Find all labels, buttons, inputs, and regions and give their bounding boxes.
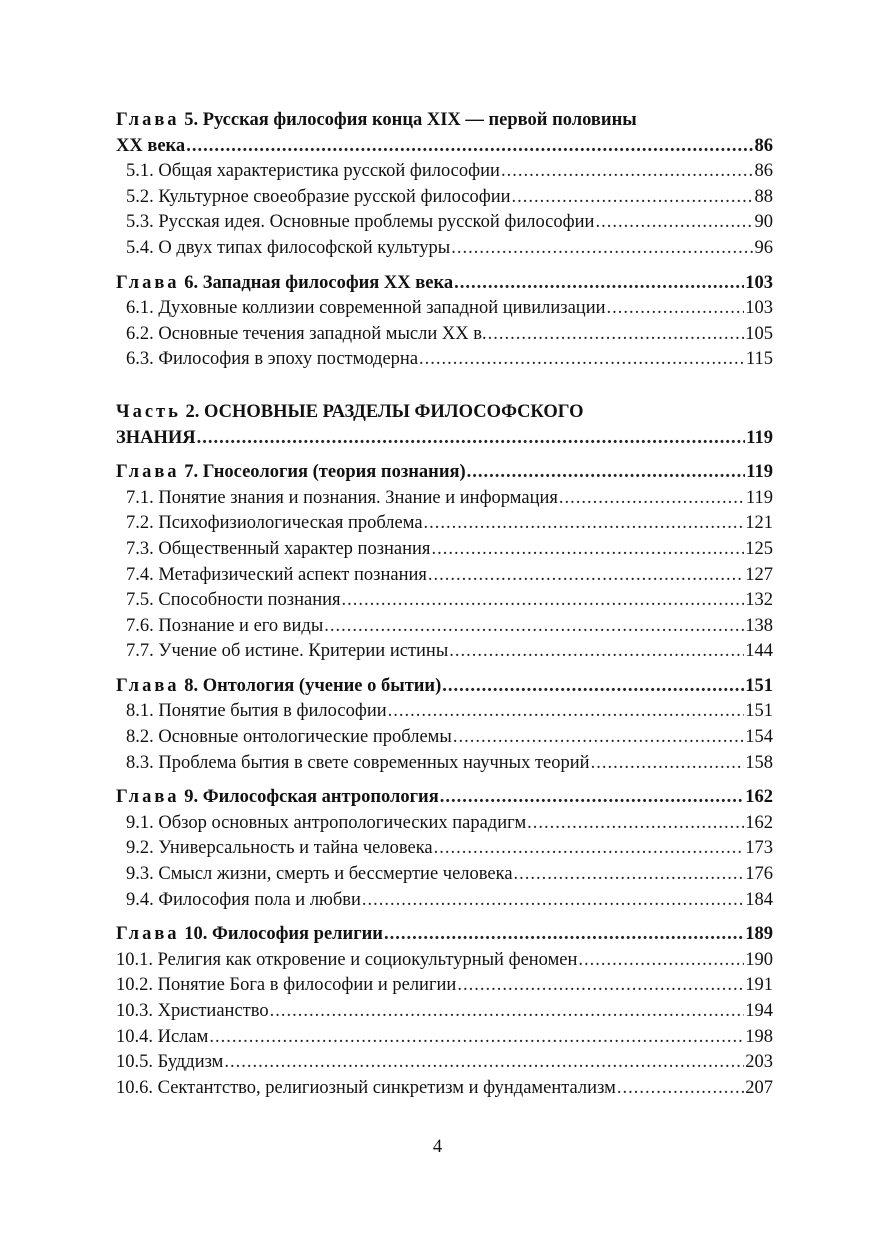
- section-title: 7.5. Способности познания: [126, 590, 341, 611]
- toc-section-entry: [116, 811, 773, 837]
- toc-section-entry: [116, 185, 773, 211]
- toc-chapter-heading: [116, 271, 773, 297]
- page-number: 4: [432, 1137, 443, 1157]
- page-ref: 184: [745, 889, 773, 910]
- page-ref: 119: [745, 487, 773, 508]
- toc-section-entry: [116, 236, 773, 262]
- page-ref: 194: [745, 1001, 773, 1021]
- toc-section-entry: [116, 888, 773, 914]
- heading-title: Гносеология (теория познания): [202, 462, 466, 483]
- toc-section-entry: [116, 210, 773, 236]
- page-ref: 115: [745, 349, 773, 370]
- toc-chapter-heading: [116, 674, 773, 700]
- toc-section-entry: [116, 751, 773, 777]
- dot-leader: [442, 674, 744, 700]
- page-ref: 103: [745, 298, 773, 319]
- heading-number: 8.: [184, 675, 199, 696]
- toc-section-entry: [116, 537, 773, 563]
- section-title: 7.4. Метафизический аспект познания: [126, 564, 427, 585]
- section-title: 10.1. Религия как откровение и социокультурный феномен: [116, 949, 578, 970]
- toc-section-entry: [116, 999, 773, 1025]
- toc-chapter-heading: [116, 460, 773, 486]
- section-title: 10.5. Буддизм: [116, 1052, 224, 1073]
- toc-chapter-heading: [116, 108, 773, 159]
- section-title: 10.3. Христианство: [116, 1001, 269, 1021]
- toc-part-heading: [116, 400, 773, 451]
- dot-leader: [362, 888, 744, 914]
- page-ref: 125: [745, 538, 773, 559]
- dot-leader: [527, 811, 744, 837]
- dot-leader: [197, 426, 746, 452]
- toc-section-entry: [116, 159, 773, 185]
- heading-prefix: Часть: [116, 401, 181, 422]
- heading-number: 6.: [184, 272, 199, 293]
- heading-title: Онтология (учение о бытии): [202, 675, 442, 696]
- toc-section-entry: [116, 486, 773, 512]
- toc-section-entry: [116, 322, 773, 348]
- page-ref: 127: [745, 564, 773, 585]
- section-title: 7.3. Общественный характер познания: [126, 538, 431, 559]
- dot-leader: [424, 511, 745, 537]
- heading-number: 5.: [184, 110, 199, 130]
- section-title: 9.1. Обзор основных антропологических парадигм: [126, 812, 527, 833]
- section-title: 10.4. Ислам: [116, 1026, 209, 1047]
- section-title: 7.7. Учение об истине. Критерии истины: [126, 641, 449, 662]
- section-title: 5.2. Культурное своеобразие русской философии: [126, 186, 511, 207]
- dot-leader: [454, 271, 744, 297]
- dot-leader: [449, 639, 744, 665]
- heading-title: Русская философия конца XIX — первой половины: [202, 110, 637, 130]
- heading-number: 7.: [184, 462, 199, 483]
- page-ref: 176: [745, 864, 773, 885]
- heading-number: 2.: [185, 401, 200, 422]
- page-ref: 144: [745, 641, 773, 662]
- toc-chapter-heading: [116, 785, 773, 811]
- page-ref: 96: [754, 237, 773, 258]
- page-ref: 86: [754, 161, 773, 182]
- section-title: 7.1. Понятие знания и познания. Знание и информация: [126, 487, 558, 508]
- dot-leader: [342, 588, 745, 614]
- heading-number: 9.: [184, 787, 199, 808]
- dot-leader: [453, 725, 744, 751]
- dot-leader: [224, 1050, 744, 1076]
- section-title: 8.1. Понятие бытия в философии: [126, 701, 387, 722]
- page-ref: 203: [745, 1052, 773, 1073]
- table-of-contents: [116, 108, 773, 1101]
- page-ref: 207: [745, 1077, 773, 1098]
- dot-leader: [467, 460, 746, 486]
- section-title: 6.3. Философия в эпоху постмодерна: [126, 349, 419, 370]
- page-ref: 190: [745, 949, 773, 970]
- section-title: 7.6. Познание и его виды: [126, 615, 324, 636]
- section-title: 8.2. Основные онтологические проблемы: [126, 727, 452, 748]
- heading-prefix: Глава: [116, 462, 180, 483]
- section-title: 10.6. Сектантство, религиозный синкретизм и фундаментализм: [116, 1077, 616, 1098]
- page-ref: 105: [745, 323, 773, 344]
- page-ref: 162: [745, 787, 773, 808]
- heading-title: Западная философия XX века: [202, 272, 454, 293]
- heading-title-continued: XX века: [116, 135, 186, 156]
- dot-leader: [617, 1076, 744, 1102]
- toc-section-entry: [116, 862, 773, 888]
- dot-leader: [270, 999, 745, 1025]
- section-title: 10.2. Понятие Бога в философии и религии: [116, 975, 457, 996]
- page-ref: 86: [754, 135, 773, 156]
- page-ref: 191: [745, 975, 773, 996]
- toc-section-entry: [116, 511, 773, 537]
- dot-leader: [578, 948, 744, 974]
- dot-leader: [440, 785, 745, 811]
- dot-leader: [591, 751, 745, 777]
- heading-title: ОСНОВНЫЕ РАЗДЕЛЫ ФИЛОСОФСКОГО: [204, 401, 584, 422]
- section-title: 7.2. Психофизиологическая проблема: [126, 513, 423, 534]
- dot-leader: [384, 922, 744, 948]
- toc-section-entry: [116, 296, 773, 322]
- dot-leader: [388, 699, 745, 725]
- heading-title: Философия религии: [211, 924, 383, 945]
- toc-section-entry: [116, 1076, 773, 1102]
- dot-leader: [488, 322, 745, 348]
- dot-leader: [434, 836, 745, 862]
- toc-section-entry: [116, 588, 773, 614]
- page-ref: 189: [745, 924, 773, 945]
- page-ref: 88: [754, 186, 773, 207]
- section-title: 9.2. Универсальность и тайна человека: [126, 838, 433, 859]
- toc-section-entry: [116, 563, 773, 589]
- dot-leader: [431, 537, 744, 563]
- dot-leader: [607, 296, 745, 322]
- dot-leader: [501, 159, 754, 185]
- section-title: 6.1. Духовные коллизии современной западной цивилизации: [126, 298, 606, 319]
- toc-section-entry: [116, 948, 773, 974]
- section-title: 6.2. Основные течения западной мысли XX в.: [126, 323, 487, 344]
- dot-leader: [209, 1025, 744, 1051]
- dot-leader: [419, 347, 745, 373]
- dot-leader: [324, 614, 744, 640]
- page-ref: 154: [745, 727, 773, 748]
- dot-leader: [186, 134, 753, 160]
- section-title: 5.1. Общая характеристика русской философии: [126, 161, 500, 182]
- page-ref: 90: [754, 212, 773, 233]
- toc-section-entry: [116, 639, 773, 665]
- dot-leader: [514, 862, 745, 888]
- toc-section-entry: [116, 614, 773, 640]
- page-ref: 119: [746, 462, 773, 483]
- dot-leader: [559, 486, 745, 512]
- page-ref: 103: [745, 272, 773, 293]
- section-title: 9.3. Смысл жизни, смерть и бессмертие человека: [126, 864, 513, 885]
- toc-section-entry: [116, 1025, 773, 1051]
- toc-section-entry: [116, 973, 773, 999]
- heading-title: Философская антропология: [202, 787, 439, 808]
- page-ref: 138: [745, 615, 773, 636]
- page-ref: 132: [745, 590, 773, 611]
- dot-leader: [457, 973, 744, 999]
- page-ref: 121: [745, 513, 773, 534]
- heading-prefix: Глава: [116, 675, 180, 696]
- heading-prefix: Глава: [116, 110, 180, 130]
- heading-prefix: Глава: [116, 787, 180, 808]
- dot-leader: [451, 236, 753, 262]
- toc-section-entry: [116, 1050, 773, 1076]
- section-title: 8.3. Проблема бытия в свете современных научных теорий: [126, 752, 590, 773]
- toc-section-entry: [116, 347, 773, 373]
- page-ref: 162: [745, 812, 773, 833]
- section-title: 9.4. Философия пола и любви: [126, 889, 361, 910]
- dot-leader: [512, 185, 754, 211]
- heading-prefix: Глава: [116, 924, 180, 945]
- toc-chapter-heading: [116, 922, 773, 948]
- toc-section-entry: [116, 725, 773, 751]
- section-title: 5.4. О двух типах философской культуры: [126, 237, 451, 258]
- page-ref: 151: [745, 675, 773, 696]
- heading-title-continued: ЗНАНИЯ: [116, 427, 196, 448]
- dot-leader: [428, 563, 744, 589]
- page-ref: 158: [745, 752, 773, 773]
- dot-leader: [595, 210, 753, 236]
- toc-section-entry: [116, 836, 773, 862]
- page-ref: 173: [745, 838, 773, 859]
- page-ref: 119: [746, 427, 773, 448]
- page-ref: 151: [745, 701, 773, 722]
- toc-section-entry: [116, 699, 773, 725]
- heading-number: 10.: [184, 924, 208, 945]
- section-title: 5.3. Русская идея. Основные проблемы русской философии: [126, 212, 595, 233]
- heading-prefix: Глава: [116, 272, 180, 293]
- page-ref: 198: [745, 1026, 773, 1047]
